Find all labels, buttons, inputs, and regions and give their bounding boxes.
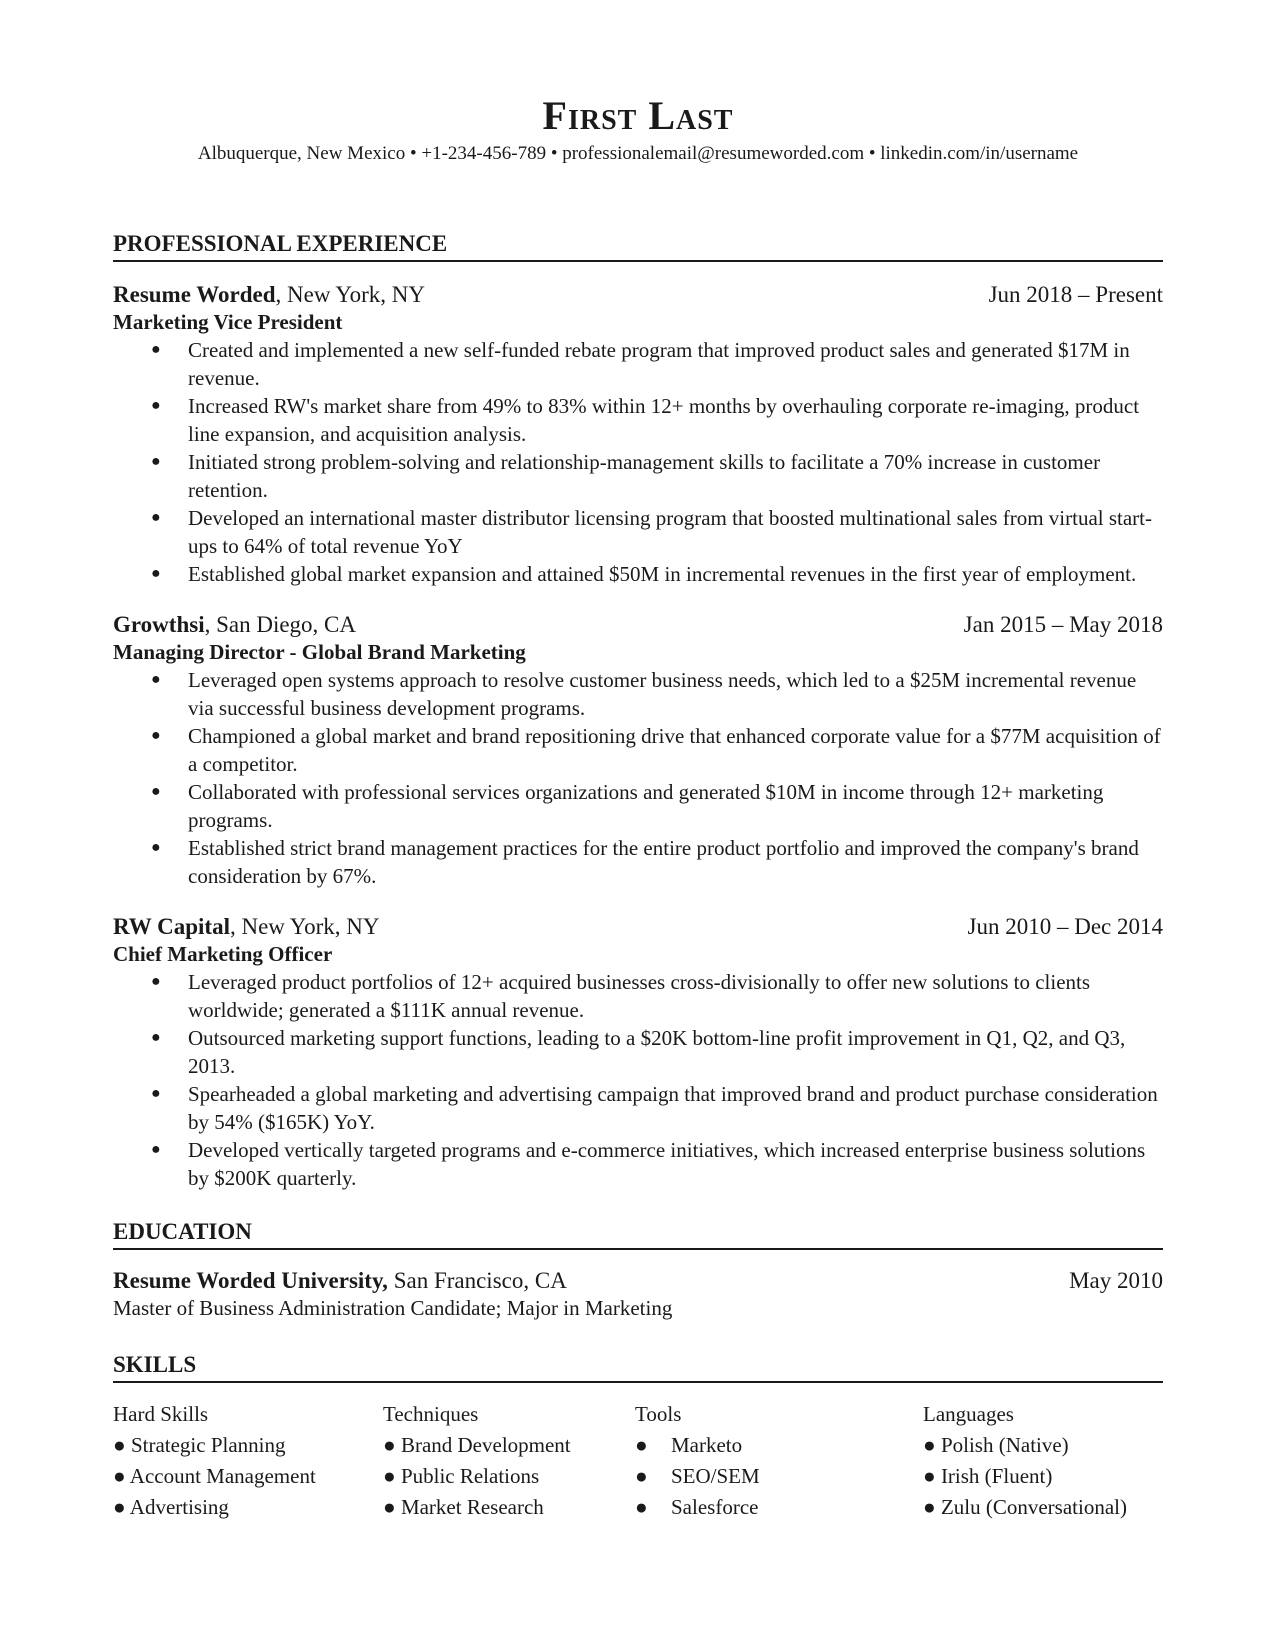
job-dates: Jan 2015 – May 2018 [963, 612, 1163, 637]
job-title: Chief Marketing Officer [113, 942, 333, 966]
bullet-text: Leveraged product portfolios of 12+ acquired businesses cross-divisionally to offer new solutions to clients worldwide; generated a $111K annual revenue. [188, 970, 1091, 1022]
candidate-name: First Last [542, 93, 734, 138]
bullet-item [113, 504, 1163, 560]
section-title-skills: SKILLS [113, 1350, 1163, 1383]
bullet-item [113, 336, 1163, 392]
job-header [113, 912, 1163, 941]
skill-text: Salesforce [671, 1495, 759, 1519]
bullet-icon: ● [113, 1433, 126, 1457]
company-name: Resume Worded [113, 282, 276, 307]
education-entry [113, 1266, 1163, 1322]
skill-text: Irish (Fluent) [940, 1464, 1053, 1488]
bullet-icon: ● [383, 1433, 396, 1457]
bullet-text: Developed vertically targeted programs and e-commerce initiatives, which increased enterprise business solutions by $200K quarterly. [188, 1138, 1146, 1190]
bullet-text: Initiated strong problem-solving and relationship-management skills to facilitate a 70% increase in customer retention. [188, 450, 1101, 502]
skill-item [113, 1461, 316, 1492]
skills-column-heading: Languages [923, 1402, 1014, 1426]
skill-text: Marketo [671, 1433, 743, 1457]
skill-item [113, 1430, 316, 1461]
job-entry [113, 912, 1163, 1192]
bullet-icon: ● [923, 1464, 936, 1488]
bullet-item [113, 968, 1163, 1024]
skill-item [923, 1430, 1127, 1461]
bullet-icon: ● [151, 1029, 161, 1046]
skills-column-techniques [383, 1399, 571, 1523]
bullet-text: Created and implemented a new self-funded rebate program that improved product sales and generated $17M in revenue. [188, 338, 1130, 390]
skill-item [383, 1492, 571, 1523]
bullet-icon: ● [151, 839, 161, 856]
bullet-item [113, 834, 1163, 890]
job-bullets [113, 336, 1163, 588]
bullet-icon: ● [151, 671, 161, 688]
bullet-icon: ● [113, 1464, 126, 1488]
skill-text: Brand Development [400, 1433, 571, 1457]
bullet-item [113, 778, 1163, 834]
job-title: Marketing Vice President [113, 310, 343, 334]
skill-text: Strategic Planning [130, 1433, 286, 1457]
skill-text: SEO/SEM [671, 1464, 760, 1488]
job-entry [113, 610, 1163, 890]
job-dates: Jun 2010 – Dec 2014 [967, 914, 1163, 939]
bullet-icon: ● [151, 509, 161, 526]
bullet-item [113, 722, 1163, 778]
bullet-icon: ● [151, 341, 161, 358]
bullet-item [113, 666, 1163, 722]
skill-text: Polish (Native) [940, 1433, 1069, 1457]
skill-item [635, 1492, 760, 1523]
skill-item [635, 1461, 760, 1492]
bullet-item [113, 392, 1163, 448]
skill-item [923, 1492, 1127, 1523]
bullet-text: Established strict brand management practices for the entire product portfolio and improved the company's brand consideration by 67%. [188, 836, 1139, 888]
bullet-item [113, 1080, 1163, 1136]
skill-text: Zulu (Conversational) [940, 1495, 1127, 1519]
bullet-item [113, 448, 1163, 504]
bullet-icon: ● [151, 973, 161, 990]
skills-column-hard [113, 1399, 316, 1523]
bullet-icon: ● [151, 397, 161, 414]
bullet-icon: ● [383, 1464, 396, 1488]
job-bullets [113, 968, 1163, 1192]
bullet-icon: ● [151, 1085, 161, 1102]
section-title-education: EDUCATION [113, 1217, 1163, 1250]
skill-text: Market Research [400, 1495, 544, 1519]
bullet-icon: ● [923, 1495, 936, 1519]
bullet-text: Leveraged open systems approach to resolve customer business needs, which led to a $25M incremental revenue via successful business development programs. [188, 668, 1137, 720]
skills-column-heading: Techniques [383, 1402, 479, 1426]
education-date: May 2010 [1069, 1268, 1163, 1293]
skills-column-tools [635, 1399, 760, 1523]
degree-line: Master of Business Administration Candidate; Major in Marketing [113, 1296, 673, 1320]
bullet-icon: ● [635, 1464, 648, 1488]
contact-line: Albuquerque, New Mexico • +1-234-456-789 • professionalemail@resumeworded.com • linkedin.com/in/username [197, 143, 1079, 164]
education-header [113, 1266, 1163, 1295]
bullet-text: Collaborated with professional services organizations and generated $10M in income through 12+ marketing programs. [188, 780, 1104, 832]
bullet-icon: ● [923, 1433, 936, 1457]
skills-column-heading: Tools [635, 1402, 682, 1426]
job-header [113, 280, 1163, 309]
job-header [113, 610, 1163, 639]
education-institution [113, 1266, 567, 1295]
skill-item [923, 1461, 1127, 1492]
company-name: RW Capital [113, 914, 230, 939]
skill-item [383, 1461, 571, 1492]
bullet-icon: ● [151, 727, 161, 744]
bullet-text: Increased RW's market share from 49% to 83% within 12+ months by overhauling corporate re-imaging, product line expansion, and acquisition analysis. [188, 394, 1140, 446]
bullet-text: Developed an international master distributor licensing program that boosted multinational sales from virtual start-ups to 64% of total revenue YoY [188, 506, 1153, 558]
skill-text: Account Management [129, 1464, 316, 1488]
resume-page [113, 92, 1163, 1534]
bullet-icon: ● [151, 453, 161, 470]
skills-column-heading: Hard Skills [113, 1402, 209, 1426]
bullet-item [113, 560, 1163, 588]
bullet-text: Championed a global market and brand repositioning drive that enhanced corporate value for a $77M acquisition of a competitor. [188, 724, 1161, 776]
bullet-icon: ● [113, 1495, 126, 1519]
job-employer [113, 280, 425, 309]
bullet-text: Established global market expansion and attained $50M in incremental revenues in the first year of employment. [188, 562, 1137, 586]
section-title-experience: PROFESSIONAL EXPERIENCE [113, 229, 1163, 262]
bullet-icon: ● [635, 1433, 648, 1457]
company-location: , New York, NY [229, 914, 380, 939]
job-employer [113, 912, 380, 941]
bullet-text: Spearheaded a global marketing and advertising campaign that improved brand and product purchase consideration by 54% ($165K) YoY. [188, 1082, 1158, 1134]
bullet-icon: ● [151, 783, 161, 800]
bullet-icon: ● [151, 1141, 161, 1158]
bullet-icon: ● [635, 1495, 648, 1519]
bullet-item [113, 1024, 1163, 1080]
job-employer [113, 610, 356, 639]
company-name: Growthsi [113, 612, 205, 637]
bullet-icon: ● [151, 565, 161, 582]
school-location: San Francisco, CA [387, 1268, 567, 1293]
bullet-icon: ● [383, 1495, 396, 1519]
skills-grid [113, 1399, 1163, 1534]
skill-item [113, 1492, 316, 1523]
job-title: Managing Director - Global Brand Marketing [113, 640, 526, 664]
job-entry [113, 280, 1163, 588]
company-location: , San Diego, CA [204, 612, 357, 637]
bullet-item [113, 1136, 1163, 1192]
skill-text: Advertising [129, 1495, 229, 1519]
company-location: , New York, NY [275, 282, 426, 307]
skill-text: Public Relations [400, 1464, 540, 1488]
job-dates: Jun 2018 – Present [988, 282, 1163, 307]
school-name: Resume Worded University, [113, 1268, 388, 1293]
bullet-text: Outsourced marketing support functions, leading to a $20K bottom-line profit improvement in Q1, Q2, and Q3, 2013. [188, 1026, 1126, 1078]
job-bullets [113, 666, 1163, 890]
skill-item [635, 1430, 760, 1461]
skills-column-languages [923, 1399, 1127, 1523]
skill-item [383, 1430, 571, 1461]
